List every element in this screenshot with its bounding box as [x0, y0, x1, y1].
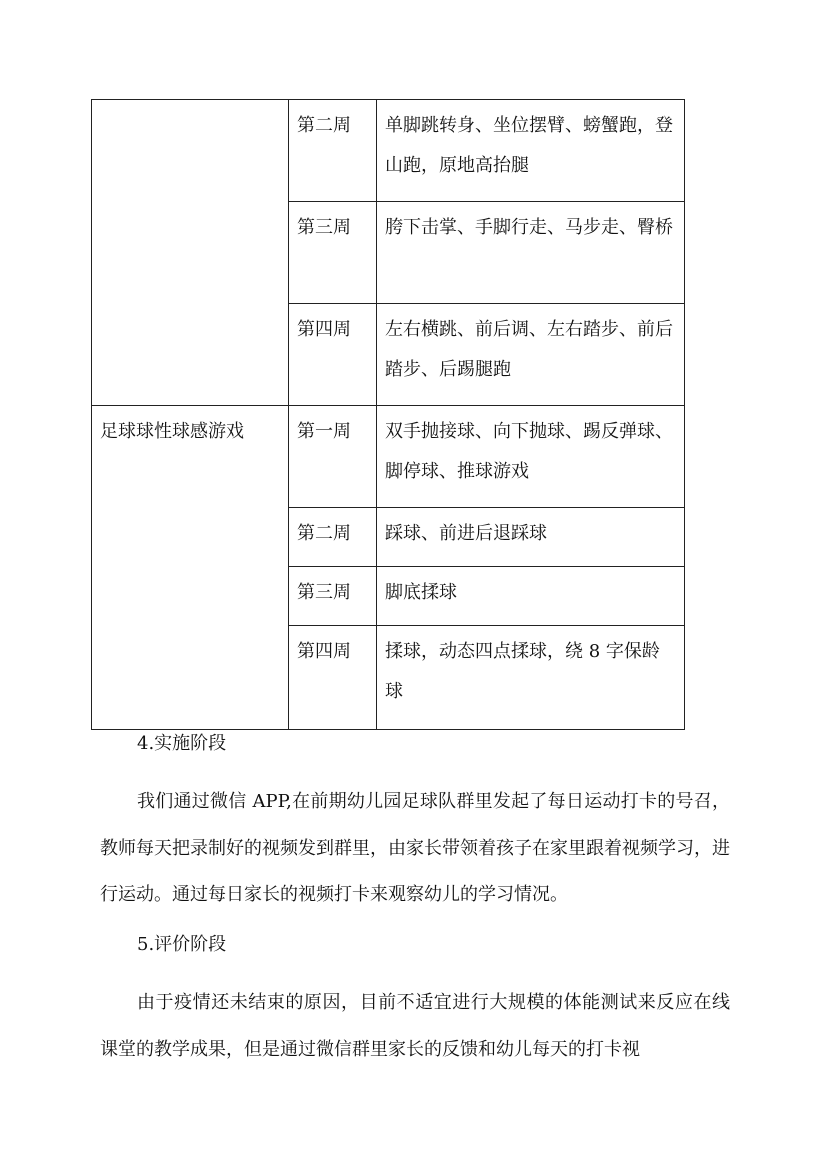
content-cell: 双手抛接球、向下抛球、踢反弹球、脚停球、推球游戏: [377, 406, 685, 508]
table-row: [92, 406, 685, 508]
section-heading: 4.实施阶段: [137, 733, 227, 754]
content-cell: 胯下击掌、手脚行走、马步走、臀桥: [377, 202, 685, 304]
content-cell: 揉球，动态四点揉球，绕 8 字保龄球: [377, 626, 685, 730]
content-cell: 左右横跳、前后调、左右踏步、前后踏步、后踢腿跑: [377, 304, 685, 406]
table-row: [92, 100, 685, 202]
category-cell: 足球球性球感游戏: [92, 406, 289, 730]
section-heading: 5.评价阶段: [137, 934, 227, 955]
content-cell: 脚底揉球: [377, 567, 685, 626]
week-cell: 第四周: [289, 626, 377, 730]
week-cell: 第二周: [289, 100, 377, 202]
week-cell: 第一周: [289, 406, 377, 508]
body-paragraph: 我们通过微信 APP,在前期幼儿园足球队群里发起了每日运动打卡的号召，教师每天把录制好的视频发到群里，由家长带领着孩子在家里跟着视频学习，进行运动。通过每日家长的视频打卡来观察幼儿的学习情况。: [100, 791, 730, 905]
content-cell: 单脚跳转身、坐位摆臂、螃蟹跑，登山跑，原地高抬腿: [377, 100, 685, 202]
week-cell: 第四周: [289, 304, 377, 406]
week-cell: 第三周: [289, 567, 377, 626]
week-cell: 第二周: [289, 508, 377, 567]
training-schedule-table: [91, 99, 685, 730]
week-cell: 第三周: [289, 202, 377, 304]
body-paragraph: 由于疫情还未结束的原因，目前不适宜进行大规模的体能测试来反应在线课堂的教学成果，但是通过微信群里家长的反馈和幼儿每天的打卡视: [100, 992, 730, 1060]
category-cell: [92, 100, 289, 406]
content-cell: 踩球、前进后退踩球: [377, 508, 685, 567]
